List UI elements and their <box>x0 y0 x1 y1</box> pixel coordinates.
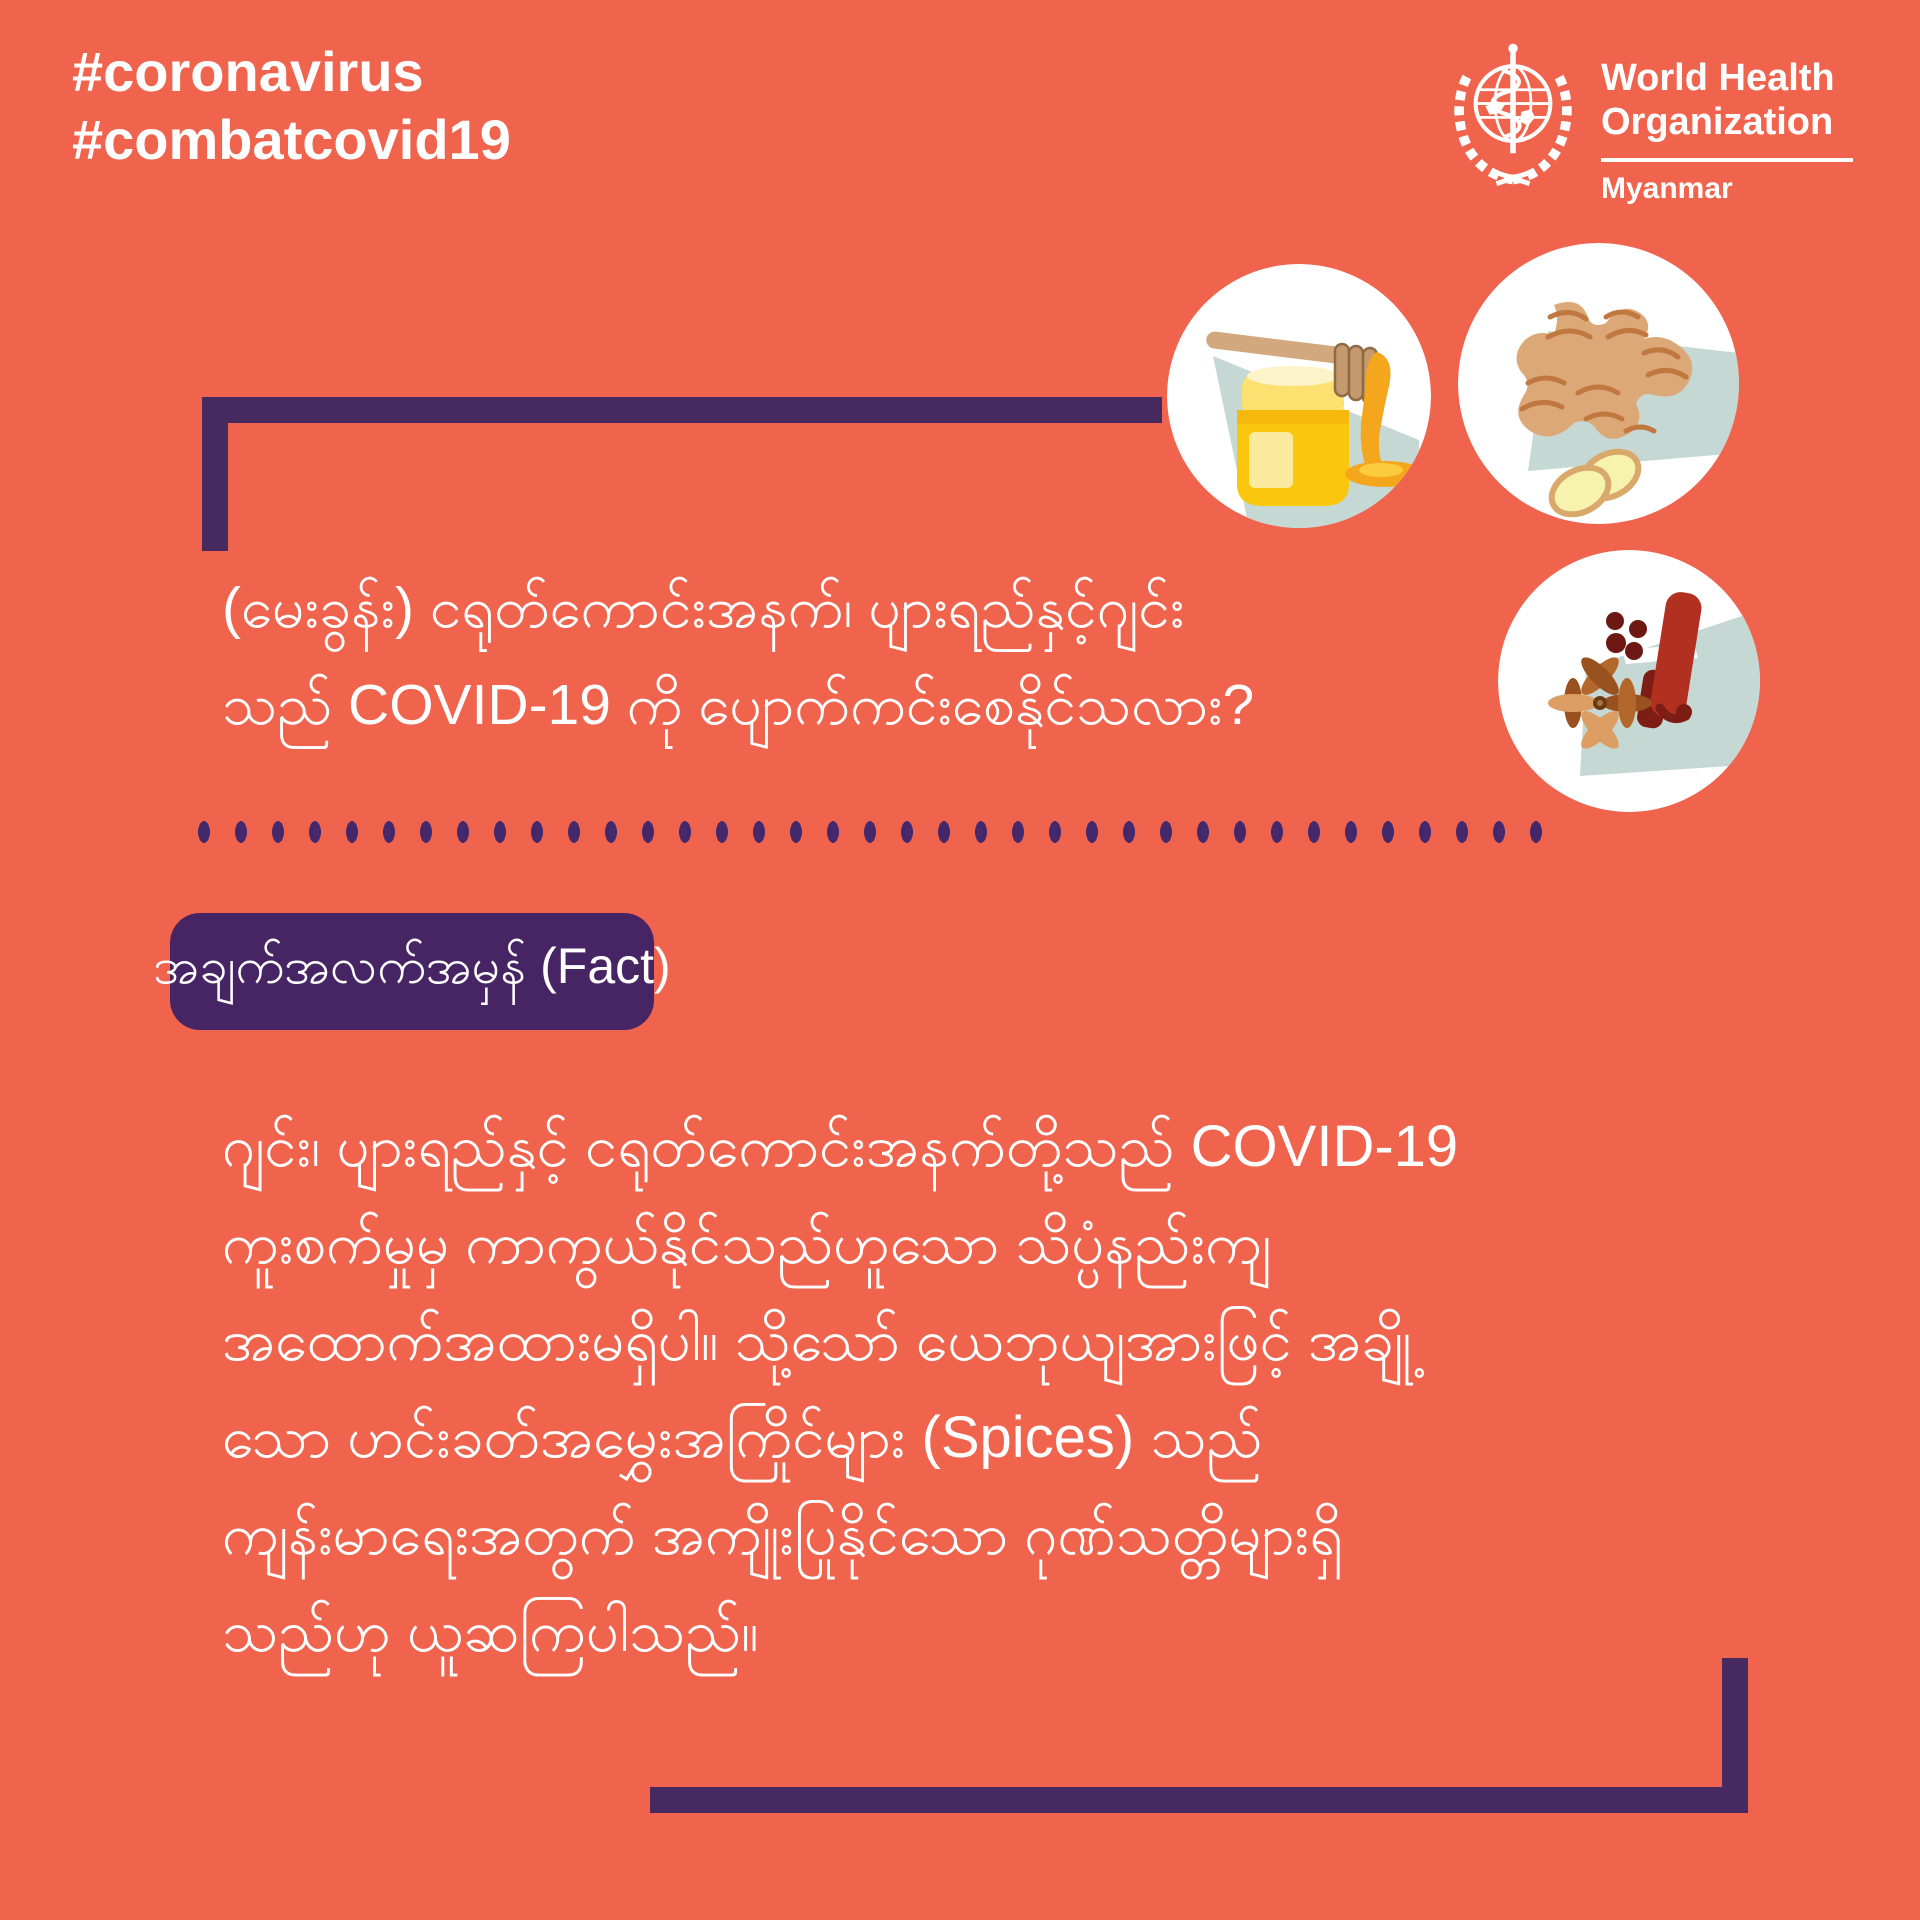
question-line-1: (မေးခွန်း) ငရုတ်ကောင်းအနက်၊ ပျားရည်နှင့်ဂျင်း <box>222 576 1185 640</box>
who-name-line1: World Health <box>1601 57 1835 99</box>
dotted-divider <box>195 820 1567 844</box>
ginger-root-icon <box>1458 243 1739 524</box>
honey-illustration <box>1167 264 1431 528</box>
ginger-illustration <box>1458 243 1739 524</box>
honey-jar-icon <box>1167 264 1431 528</box>
fact-body-text <box>222 1098 1458 1680</box>
body-line: ကျန်းမာရေးအတွက် အကျိုးပြုနိုင်သော ဂုဏ်သတ္တိများရှိ <box>222 1502 1343 1567</box>
who-region-label: Myanmar <box>1601 172 1733 205</box>
who-emblem-icon <box>1443 40 1583 192</box>
fact-badge-label: အချက်အလက်အမှန် (Fact) <box>153 938 671 994</box>
body-line: သည်ဟု ယူဆကြပါသည်။ <box>222 1599 759 1664</box>
bottom-bracket-horizontal <box>650 1787 1748 1813</box>
star-anise-cinnamon-icon <box>1498 550 1760 812</box>
hashtag-combatcovid19: #combatcovid19 <box>72 108 511 171</box>
question-line-2: သည် COVID-19 ကို ပျောက်ကင်းစေနိုင်သလား? <box>222 673 1255 737</box>
body-line: ကူးစက်မှုမှ ကာကွယ်နိုင်သည်ဟူသော သိပ္ပံနည်းကျ <box>222 1211 1272 1276</box>
top-bracket-vertical <box>202 397 228 551</box>
question-text <box>222 560 1254 754</box>
bottom-bracket-vertical <box>1722 1658 1748 1813</box>
spices-illustration <box>1498 550 1760 812</box>
hashtag-block <box>72 38 511 174</box>
who-logo <box>1443 40 1853 206</box>
who-name-line2: Organization <box>1601 101 1834 143</box>
body-line: သော ဟင်းခတ်အမွှေးအကြိုင်များ (Spices) သည် <box>222 1405 1263 1470</box>
top-bracket-horizontal <box>202 397 1162 423</box>
hashtag-coronavirus: #coronavirus <box>72 40 424 103</box>
body-line: ဂျင်း၊ ပျားရည်နှင့် ငရုတ်ကောင်းအနက်တို့သည် COVID-19 <box>222 1114 1459 1179</box>
body-line: အထောက်အထားမရှိပါ။ သို့သော် ယေဘုယျအားဖြင့် အချို့ <box>222 1308 1412 1373</box>
who-wordmark <box>1601 40 1853 206</box>
who-underline <box>1601 158 1853 162</box>
fact-badge <box>153 913 671 1030</box>
